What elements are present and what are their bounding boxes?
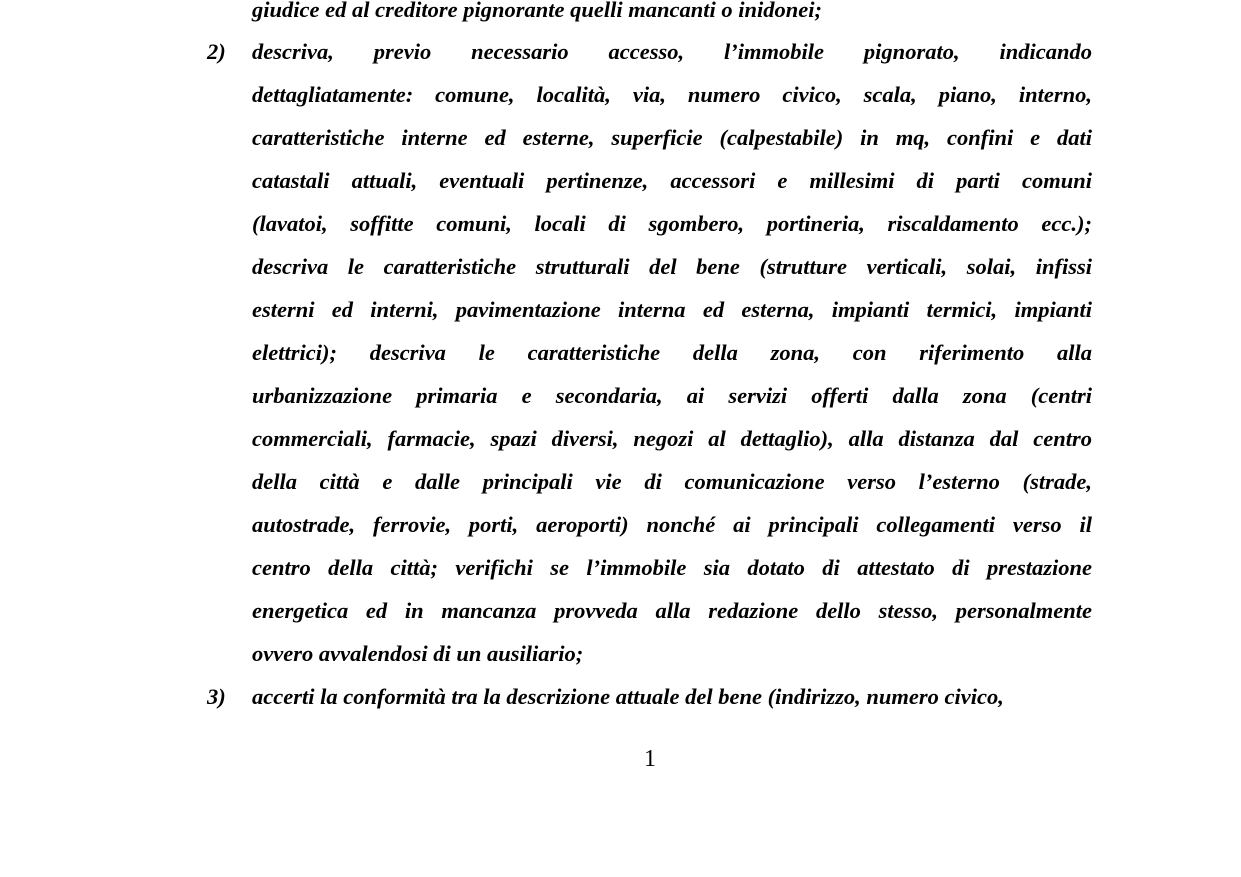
item-number-3: 3) bbox=[207, 684, 226, 709]
text-line: descriva, previo necessario accesso, l’immobile pignorato, indicando bbox=[252, 39, 1092, 64]
text-line: energetica ed in mancanza provveda alla redazione dello stesso, personalmente bbox=[252, 598, 1092, 623]
text-line: della città e dalle principali vie di comunicazione verso l’esterno (strade, bbox=[252, 469, 1092, 494]
page-number: 1 bbox=[644, 746, 656, 772]
text-line: catastali attuali, eventuali pertinenze, accessori e millesimi di parti comuni bbox=[252, 168, 1092, 193]
text-line: centro della città; verifichi se l’immobile sia dotato di attestato di prestazione bbox=[252, 555, 1092, 580]
text-line: elettrici); descriva le caratteristiche della zona, con riferimento alla bbox=[252, 340, 1092, 365]
text-line: commerciali, farmacie, spazi diversi, negozi al dettaglio), alla distanza dal centro bbox=[252, 426, 1092, 451]
text-line: ovvero avvalendosi di un ausiliario; bbox=[252, 641, 584, 666]
text-line: dettagliatamente: comune, località, via, numero civico, scala, piano, interno, bbox=[252, 82, 1092, 107]
text-line: urbanizzazione primaria e secondaria, ai servizi offerti dalla zona (centri bbox=[252, 383, 1092, 408]
text-line: caratteristiche interne ed esterne, superficie (calpestabile) in mq, confini e dati bbox=[252, 125, 1092, 150]
item-number-2: 2) bbox=[207, 39, 226, 64]
text-line: descriva le caratteristiche strutturali del bene (strutture verticali, solai, infissi bbox=[252, 254, 1092, 279]
text-line: accerti la conformità tra la descrizione attuale del bene (indirizzo, numero civico, bbox=[252, 684, 1004, 709]
text-line: giudice ed al creditore pignorante quelli mancanti o inidonei; bbox=[252, 0, 823, 22]
text-line: autostrade, ferrovie, porti, aeroporti) nonché ai principali collegamenti verso il bbox=[252, 512, 1092, 537]
text-line: esterni ed interni, pavimentazione interna ed esterna, impianti termici, impianti bbox=[252, 297, 1092, 322]
text-line: (lavatoi, soffitte comuni, locali di sgombero, portineria, riscaldamento ecc.); bbox=[252, 211, 1092, 236]
